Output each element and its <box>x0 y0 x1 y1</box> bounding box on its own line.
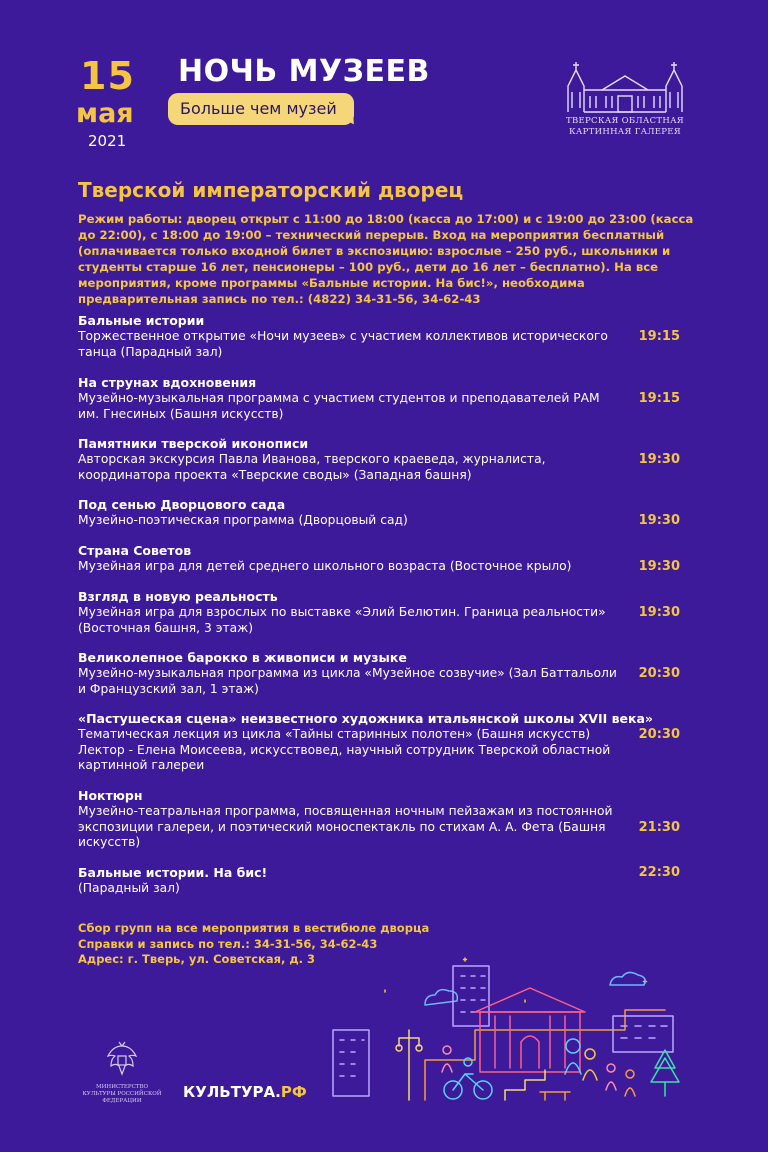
event-time: 20:30 <box>638 727 680 742</box>
event-time: 19:15 <box>638 329 680 344</box>
event-description: Музейно-музыкальная программа из цикла «Музейное созвучие» (Зал Баттальоли и Французский зал, 1 этаж) <box>78 666 617 696</box>
city-skyline-icon <box>325 950 695 1110</box>
event-item <box>78 375 698 422</box>
event-logo-title: НОЧЬ МУЗЕЕВ <box>178 54 430 89</box>
tagline: Больше чем музей <box>180 99 337 118</box>
event-time: 20:30 <box>638 666 680 681</box>
event-title: Взгляд в новую реальность <box>78 589 278 604</box>
event-description: Авторская экскурсия Павла Иванова, тверского краеведа, журналиста, координатора проекта «Тверские своды» (Западная башня) <box>78 452 546 482</box>
date-day: 15 <box>80 54 135 98</box>
event-item <box>78 650 698 697</box>
gallery-name: ТВЕРСКАЯ ОБЛАСТНАЯ КАРТИННАЯ ГАЛЕРЕЯ <box>566 116 684 137</box>
event-item <box>78 497 698 529</box>
event-description: (Парадный зал) <box>78 881 180 895</box>
event-item <box>78 436 698 483</box>
eagle-emblem-icon <box>105 1040 139 1078</box>
event-title: Ноктюрн <box>78 788 143 803</box>
event-time: 19:30 <box>638 559 680 574</box>
event-item <box>78 589 698 636</box>
event-title: Под сенью Дворцового сада <box>78 497 286 512</box>
event-description: Тематическая лекция из цикла «Тайны старинных полотен» (Башня искусств) Лектор - Елена Моисеева, искусствовед, научный сотрудник Тверской областной картинной галереи <box>78 727 611 772</box>
event-time: 22:30 <box>638 865 680 880</box>
event-time: 19:30 <box>638 452 680 467</box>
event-description: Музейная игра для детей среднего школьного возраста (Восточное крыло) <box>78 559 572 573</box>
event-title: На струнах вдохновения <box>78 375 257 390</box>
info-text: Режим работы: дворец открыт с 11:00 до 18:00 (касса до 17:00) и с 19:00 до 23:00 (касса до 22:00), с 18:00 до 19:00 – технический перерыв. Вход на мероприятия бесплатный (оплачивается только входной билет в экспозицию: взрослые – 250 руб., школьники и студенты старше 16 лет, пенсионеры – 100 руб., дети до 16 лет – бесплатно). На все мероприятия, кроме программы «Бальные истории. На бис!», необходима предварительная запись по тел.: (4822) 34-31-56, 34-62-43 <box>78 212 694 306</box>
event-description: Музейно-поэтическая программа (Дворцовый сад) <box>78 513 408 527</box>
venue-title: Тверской императорский дворец <box>78 178 464 202</box>
footer-line: Сбор групп на все мероприятия в вестибюле дворца <box>78 921 430 935</box>
event-description: Музейно-музыкальная программа с участием студентов и преподавателей РАМ им. Гнесиных (Башня искусств) <box>78 391 600 421</box>
event-item <box>78 711 698 774</box>
event-description: Музейная игра для взрослых по выставке «Элий Белютин. Граница реальности» (Восточная башня, 3 этаж) <box>78 605 606 635</box>
event-description: Торжественное открытие «Ночи музеев» с участием коллективов исторического танца (Парадный зал) <box>78 329 608 359</box>
ministry-name: МИНИСТЕРСТВО КУЛЬТУРЫ РОССИЙСКОЙ ФЕДЕРАЦИИ <box>82 1084 162 1104</box>
event-description: Музейно-театральная программа, посвященная ночным пейзажам из постоянной экспозиции галереи, и поэтический моноспектакль по стихам А. А. Фета (Башня искусств) <box>78 804 613 849</box>
kultura-rf-logo <box>183 1083 307 1101</box>
kultura-logo-text: КУЛЬТУРА. <box>183 1083 281 1101</box>
date-year: 2021 <box>88 132 127 150</box>
footer-line: Адрес: г. Тверь, ул. Советская, д. 3 <box>78 952 315 966</box>
event-time: 19:15 <box>638 391 680 406</box>
event-title: Памятники тверской иконописи <box>78 436 309 451</box>
event-title: Бальные истории <box>78 313 205 328</box>
event-time: 19:30 <box>638 605 680 620</box>
ministry-logo <box>82 1040 162 1105</box>
kultura-logo-rf: РФ <box>280 1083 307 1101</box>
event-item <box>78 543 698 575</box>
gallery-building-icon <box>562 56 688 118</box>
event-title: Страна Советов <box>78 543 192 558</box>
event-item <box>78 865 698 897</box>
event-title: Великолепное барокко в живописи и музыке <box>78 650 407 665</box>
date-month: мая <box>76 98 134 129</box>
event-item <box>78 788 698 851</box>
event-title: «Пастушеская сцена» неизвестного художника итальянской школы XVII века» <box>78 711 654 726</box>
city-illustration <box>325 950 695 1114</box>
event-time: 19:30 <box>638 513 680 528</box>
event-item <box>78 313 698 360</box>
event-time: 21:30 <box>638 820 680 835</box>
footer-line: Справки и запись по тел.: 34-31-56, 34-62-43 <box>78 936 378 951</box>
event-title: Бальные истории. На бис! <box>78 865 268 880</box>
